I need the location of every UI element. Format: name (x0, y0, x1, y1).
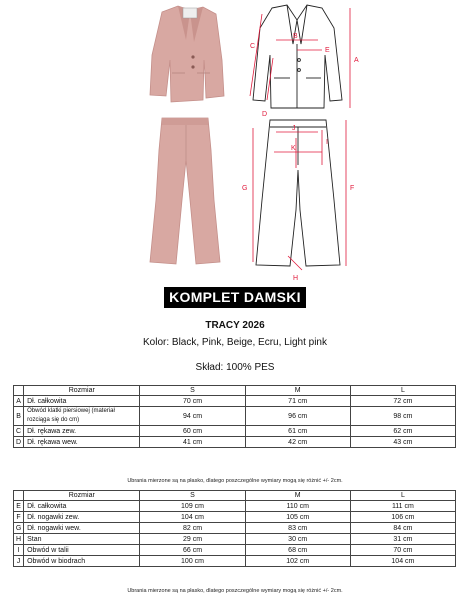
row-key: J (14, 556, 24, 567)
table-row (14, 545, 456, 556)
model-name: TRACY 2026 (205, 320, 265, 331)
row-value-l: 70 cm (350, 545, 455, 556)
row-value-s: 41 cm (140, 437, 245, 448)
row-value-m: 105 cm (245, 512, 350, 523)
table-row (14, 501, 456, 512)
row-value-l: 43 cm (350, 437, 455, 448)
diagram-letter-b: B (293, 33, 298, 40)
table-header-key (14, 386, 24, 396)
table-header-s: S (140, 491, 245, 501)
row-value-s: 66 cm (140, 545, 245, 556)
row-value-m: 102 cm (245, 556, 350, 567)
row-value-s: 70 cm (140, 396, 245, 407)
row-value-l: 104 cm (350, 556, 455, 567)
row-name: Obwód w biodrach (24, 556, 140, 567)
row-key: I (14, 545, 24, 556)
table-header-row (14, 386, 456, 396)
jacket-size-table (13, 385, 456, 448)
row-value-m: 68 cm (245, 545, 350, 556)
diagram-letter-f: F (350, 185, 355, 192)
table-row (14, 407, 456, 426)
row-name: Obwód w talii (24, 545, 140, 556)
row-value-m: 83 cm (245, 523, 350, 534)
diagram-letter-e: E (325, 47, 330, 54)
diagram-letter-k: K (291, 145, 296, 152)
row-value-m: 71 cm (245, 396, 350, 407)
product-illustration (0, 0, 470, 282)
table-header-s: S (140, 386, 245, 396)
row-key: G (14, 523, 24, 534)
jacket-measure-lines (250, 8, 350, 108)
row-key: E (14, 501, 24, 512)
row-name: Dł. rękawa zew. (24, 426, 140, 437)
table-row (14, 534, 456, 545)
row-value-l: 84 cm (350, 523, 455, 534)
table-header-m: M (245, 491, 350, 501)
row-value-m: 61 cm (245, 426, 350, 437)
table-header-size: Rozmiar (24, 386, 140, 396)
row-name: Obwód klatki piersiowej (materiał rozciąga się do cm) (24, 407, 140, 426)
row-name: Dł. nogawki zew. (24, 512, 140, 523)
row-value-m: 30 cm (245, 534, 350, 545)
pants-size-table (13, 490, 456, 567)
diagram-letter-i: I (326, 139, 328, 146)
diagram-letter-g: G (242, 185, 248, 192)
table-header-size: Rozmiar (24, 491, 140, 501)
measurement-note: Ubrania mierzone są na płasko, dlatego poszczególne wymiary mogą się różnić +/- 2cm. (127, 478, 343, 484)
row-name: Dł. całkowita (24, 501, 140, 512)
table-header-l: L (350, 491, 455, 501)
table-row (14, 437, 456, 448)
row-name: Dł. rękawa wew. (24, 437, 140, 448)
table-row (14, 426, 456, 437)
row-value-m: 96 cm (245, 407, 350, 426)
product-label (0, 287, 470, 308)
product-label-text: KOMPLET DAMSKI (164, 287, 306, 308)
row-name: Dł. nogawki wew. (24, 523, 140, 534)
row-value-s: 109 cm (140, 501, 245, 512)
row-value-m: 42 cm (245, 437, 350, 448)
jacket-diagram (253, 5, 342, 108)
row-value-l: 111 cm (350, 501, 455, 512)
row-key: F (14, 512, 24, 523)
row-value-l: 31 cm (350, 534, 455, 545)
table-row (14, 512, 456, 523)
row-value-l: 106 cm (350, 512, 455, 523)
diagram-letter-j: J (292, 125, 296, 132)
diagram-letter-d: D (262, 111, 268, 118)
measurement-note-bottom: Ubrania mierzone są na płasko, dlatego poszczególne wymiary mogą się różnić +/- 2cm. (127, 588, 343, 594)
table-row (14, 523, 456, 534)
row-name: Stan (24, 534, 140, 545)
row-key: B (14, 407, 24, 426)
pants-photo (150, 118, 220, 264)
row-value-s: 100 cm (140, 556, 245, 567)
row-value-s: 60 cm (140, 426, 245, 437)
colors-line: Kolor: Black, Pink, Beige, Ecru, Light pink (143, 337, 327, 348)
table-header-key (14, 491, 24, 501)
jacket-photo (150, 6, 224, 102)
row-value-l: 62 cm (350, 426, 455, 437)
table-row (14, 396, 456, 407)
row-key: H (14, 534, 24, 545)
row-key: A (14, 396, 24, 407)
table-header-l: L (350, 386, 455, 396)
table-header-m: M (245, 386, 350, 396)
row-name: Dł. całkowita (24, 396, 140, 407)
row-key: C (14, 426, 24, 437)
row-value-m: 110 cm (245, 501, 350, 512)
material-line: Skład: 100% PES (195, 362, 275, 373)
row-value-l: 98 cm (350, 407, 455, 426)
diagram-letter-h: H (293, 275, 299, 282)
row-value-s: 94 cm (140, 407, 245, 426)
diagram-letter-c: C (250, 43, 256, 50)
diagram-letter-a: A (354, 57, 359, 64)
row-value-s: 82 cm (140, 523, 245, 534)
table-header-row (14, 491, 456, 501)
table-row (14, 556, 456, 567)
row-value-s: 29 cm (140, 534, 245, 545)
row-key: D (14, 437, 24, 448)
row-value-s: 104 cm (140, 512, 245, 523)
row-value-l: 72 cm (350, 396, 455, 407)
